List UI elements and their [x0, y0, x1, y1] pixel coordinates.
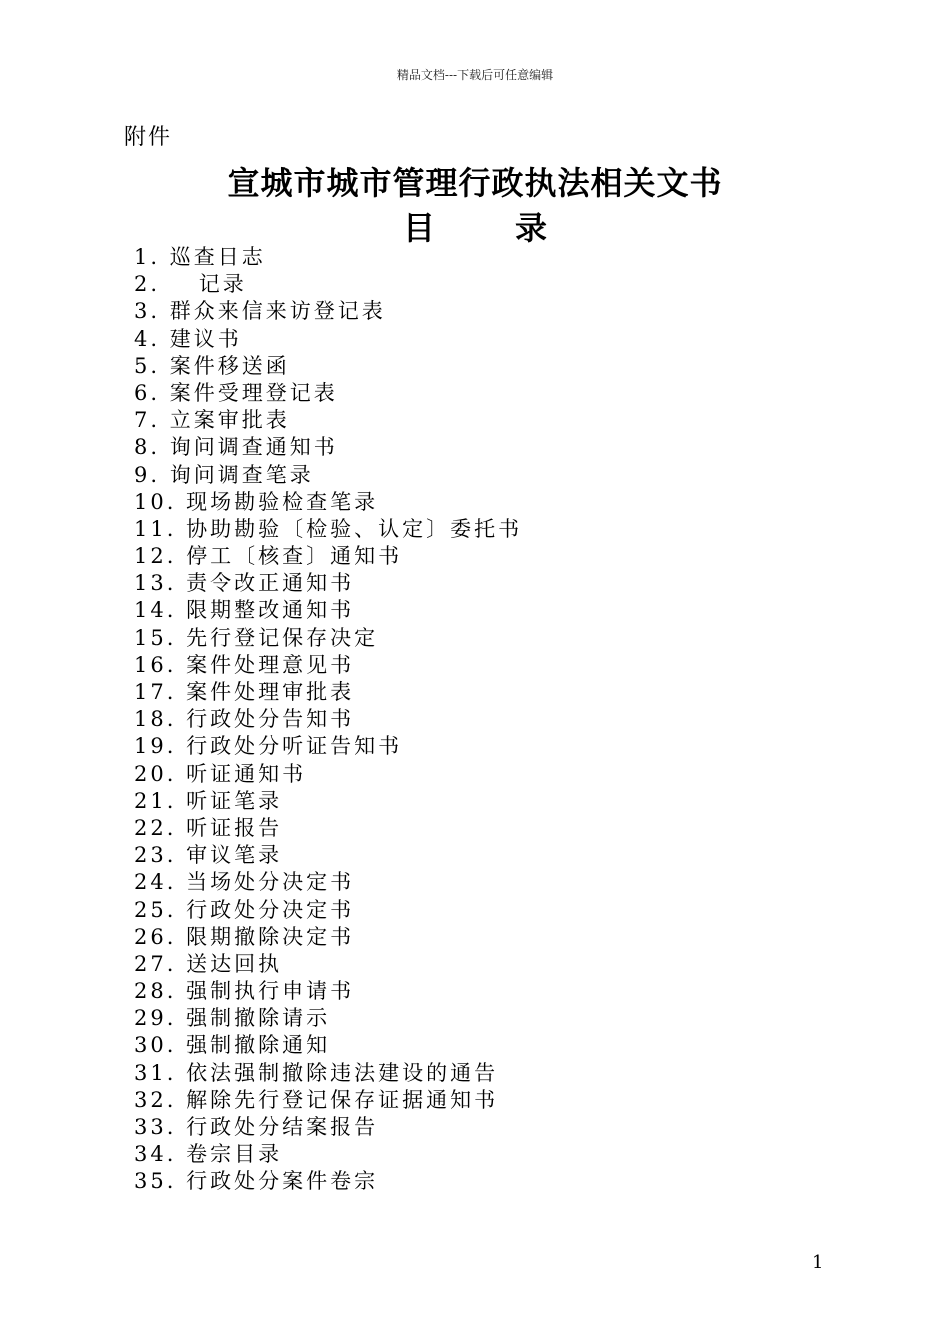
toc-item: [134, 897, 522, 924]
toc-item-number: 15.: [134, 625, 177, 650]
toc-item-text: 案件处理意见书: [186, 652, 355, 677]
toc-item-text: 限期整改通知书: [186, 598, 355, 623]
toc-item: [134, 1032, 522, 1059]
toc-item-number: 24.: [134, 870, 177, 895]
toc-item-number: 12.: [134, 544, 177, 569]
toc-item-text: 案件移送函: [169, 353, 290, 378]
toc-item-number: 29.: [134, 1006, 177, 1031]
page-number: 1: [812, 1252, 824, 1273]
toc-item-number: 35.: [134, 1169, 177, 1194]
toc-item-text: 行政处分告知书: [186, 707, 355, 732]
toc-item-text: 依法强制撤除违法建设的通告: [186, 1060, 499, 1085]
toc-item: [134, 706, 522, 733]
toc-item: [134, 298, 522, 325]
toc-item: [134, 543, 522, 570]
toc-item-text: 行政处分案件卷宗: [186, 1169, 379, 1194]
toc-item-number: 20.: [134, 761, 177, 786]
toc-heading-left: 目: [402, 209, 435, 247]
toc-item-text: 案件受理登记表: [169, 380, 338, 405]
toc-item: [134, 570, 522, 597]
toc-item: [134, 815, 522, 842]
toc-item-text: 行政处分结案报告: [186, 1115, 379, 1139]
toc-item-text: 行政处分听证告知书: [186, 734, 403, 759]
toc-item-text: 强制撤除通知: [186, 1033, 331, 1058]
toc-item-number: 1.: [134, 245, 161, 269]
toc-item: [134, 924, 522, 951]
toc-item-number: 34.: [134, 1142, 177, 1167]
toc-item-number: 28.: [134, 979, 177, 1004]
toc-item: [134, 462, 522, 489]
toc-heading: [0, 203, 950, 249]
toc-item-number: 19.: [134, 734, 177, 759]
toc-item-text: 听证笔录: [186, 788, 283, 813]
toc-item: [134, 1005, 522, 1032]
toc-heading-right: 录: [515, 209, 548, 247]
toc-item-number: 2.: [134, 272, 161, 297]
toc-item-number: 5.: [134, 353, 161, 378]
document-title: 宣城市城市管理行政执法相关文书: [227, 164, 723, 202]
toc-item-number: 32.: [134, 1087, 177, 1112]
toc-item-number: 13.: [134, 571, 177, 596]
toc-item: [134, 788, 522, 815]
toc-item: [134, 869, 522, 896]
toc-item-number: 7.: [134, 408, 161, 433]
toc-item-number: 14.: [134, 598, 177, 623]
toc-item-text: 立案审批表: [169, 408, 290, 433]
toc-item-text: 记录: [169, 272, 247, 297]
toc-item-text: 群众来信来访登记表: [169, 299, 386, 324]
toc-item-number: 10.: [134, 489, 177, 514]
toc-item-text: 强制执行申请书: [186, 979, 355, 1004]
toc-item-number: 3.: [134, 299, 161, 324]
toc-item-text: 先行登记保存决定: [186, 625, 379, 650]
toc-item: [134, 733, 522, 760]
toc-item-number: 30.: [134, 1033, 177, 1058]
toc-item-text: 听证报告: [186, 815, 283, 840]
toc-item-text: 建议书: [169, 326, 242, 351]
toc-item-text: 巡查日志: [169, 245, 266, 269]
toc-item-text: 解除先行登记保存证据通知书: [186, 1087, 499, 1112]
toc-item-text: 卷宗目录: [186, 1142, 283, 1167]
toc-item: [134, 271, 522, 298]
toc-item-number: 27.: [134, 951, 177, 976]
toc-item: [134, 652, 522, 679]
toc-item-number: 11.: [134, 516, 177, 541]
toc-item-text: 询问调查笔录: [169, 462, 314, 487]
toc-item-number: 17.: [134, 680, 177, 704]
toc-item-text: 送达回执: [186, 951, 283, 976]
toc-item: [134, 1060, 522, 1087]
toc-item: [134, 761, 522, 788]
toc-item: [134, 353, 522, 380]
toc-item-number: 21.: [134, 788, 177, 813]
toc-item: [134, 1141, 522, 1168]
toc-item: [134, 842, 522, 869]
toc-item-number: 26.: [134, 924, 177, 949]
toc-item: [134, 951, 522, 978]
toc-item-text: 当场处分决定书: [186, 870, 355, 895]
toc-item: [134, 1168, 522, 1195]
toc-item: [134, 434, 522, 461]
toc-item-text: 询问调查通知书: [169, 435, 338, 460]
toc-item-number: 8.: [134, 435, 161, 460]
toc-item-text: 行政处分决定书: [186, 897, 355, 922]
toc-item: [134, 1114, 522, 1141]
toc-item: [134, 326, 522, 353]
toc-item-number: 22.: [134, 815, 177, 840]
toc-item-number: 6.: [134, 380, 161, 405]
toc-item: [134, 380, 522, 407]
toc-item-text: 听证通知书: [186, 761, 307, 786]
table-of-contents: [134, 244, 522, 1196]
toc-item-text: 限期撤除决定书: [186, 924, 355, 949]
toc-item-number: 4.: [134, 326, 161, 351]
attachment-label: 附件: [124, 125, 173, 150]
toc-item-number: 18.: [134, 707, 177, 732]
toc-item: [134, 625, 522, 652]
toc-item: [134, 516, 522, 543]
toc-item-text: 审议笔录: [186, 843, 283, 868]
page-header-note: 精品文档---下载后可任意编辑: [396, 68, 554, 82]
toc-item: [134, 244, 522, 271]
toc-item-number: 23.: [134, 843, 177, 868]
toc-item-number: 16.: [134, 652, 177, 677]
toc-item-number: 31.: [134, 1060, 177, 1085]
toc-item-text: 责令改正通知书: [186, 571, 355, 596]
toc-item: [134, 597, 522, 624]
toc-item-number: 33.: [134, 1115, 177, 1139]
toc-item: [134, 679, 522, 706]
toc-item-text: 协助勘验〔检验、认定〕委托书: [186, 516, 523, 541]
toc-item: [134, 978, 522, 1005]
toc-item: [134, 489, 522, 516]
toc-item-text: 现场勘验检查笔录: [186, 489, 379, 514]
toc-item-text: 停工〔核查〕通知书: [186, 544, 403, 569]
toc-item: [134, 1087, 522, 1114]
toc-item-text: 案件处理审批表: [186, 680, 355, 704]
toc-item-number: 9.: [134, 462, 161, 487]
toc-item: [134, 407, 522, 434]
toc-item-number: 25.: [134, 897, 177, 922]
toc-item-text: 强制撤除请示: [186, 1006, 331, 1031]
